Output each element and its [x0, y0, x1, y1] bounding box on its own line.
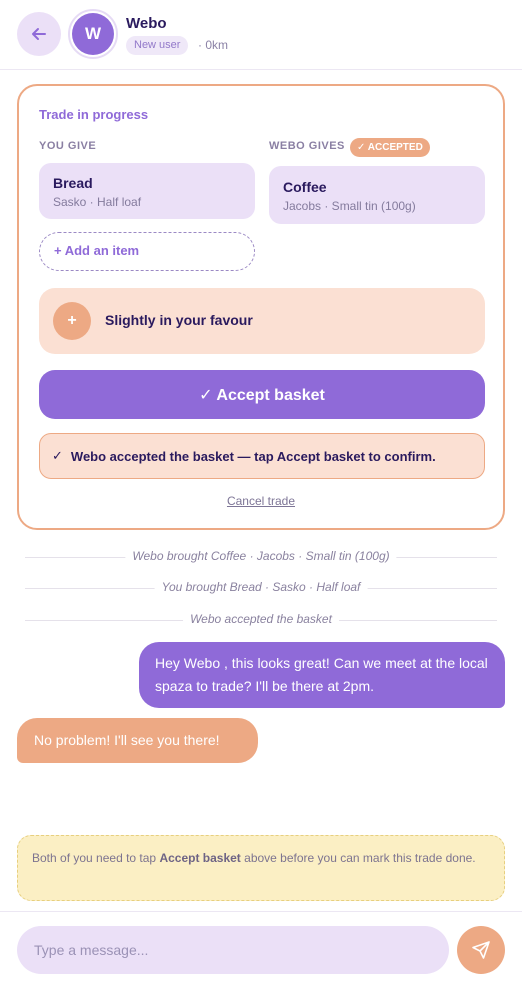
hint-text-end: above before you can mark this trade done.	[240, 851, 476, 865]
trade-card	[17, 84, 505, 530]
chat-header	[0, 0, 522, 70]
my-item-card[interactable]	[39, 163, 255, 219]
send-button[interactable]	[457, 926, 505, 974]
message-input[interactable]	[17, 926, 449, 974]
user-name: Webo	[126, 15, 167, 32]
their-item-card[interactable]	[269, 166, 485, 224]
hint-text: Both of you need to tap	[32, 851, 160, 865]
hint-emphasis: Accept basket	[159, 851, 241, 865]
notice-text: Webo accepted the basket — tap Accept basket to confirm.	[70, 448, 436, 464]
acceptance-notice	[39, 433, 485, 479]
avatar[interactable]	[68, 9, 118, 59]
add-item-button[interactable]: + Add an item	[39, 232, 255, 271]
incoming-message[interactable]: No problem! I'll see you there!	[17, 718, 258, 763]
confirmation-hint	[17, 835, 505, 901]
accept-basket-button[interactable]: ✓ Accept basket	[39, 370, 485, 419]
back-button[interactable]	[17, 12, 61, 56]
new-user-badge: New user	[126, 36, 188, 55]
trade-title: Trade in progress	[39, 107, 149, 122]
outgoing-message[interactable]: Hey Webo , this looks great! Can we meet at the local spaza to trade? I'll be there at 2pm.	[139, 642, 505, 708]
you-give-label: YOU GIVE	[39, 140, 97, 152]
their-item-detail: Jacobs · Small tin (100g)	[283, 199, 416, 213]
balance-text: Slightly in your favour	[105, 312, 253, 328]
user-distance: · 0km	[198, 38, 228, 52]
cancel-trade-link[interactable]: Cancel trade	[226, 494, 296, 508]
accepted-badge: ✓ ACCEPTED	[350, 138, 430, 157]
they-give-label: WEBO GIVES	[269, 140, 345, 152]
message-composer	[0, 911, 522, 984]
check-icon: ✓	[52, 448, 63, 463]
system-message-text: Webo accepted the basket	[183, 612, 339, 626]
trade-balance-indicator	[39, 288, 485, 354]
system-message-text: You brought Bread · Sasko · Half loaf	[155, 580, 368, 594]
their-item-name: Coffee	[283, 179, 327, 195]
my-item-name: Bread	[53, 175, 93, 191]
my-item-detail: Sasko · Half loaf	[53, 195, 142, 209]
plus-icon: +	[53, 302, 91, 340]
avatar-initial: W	[72, 13, 114, 55]
send-icon	[471, 940, 491, 960]
system-message	[25, 549, 497, 565]
system-message	[25, 612, 497, 628]
system-message-text: Webo brought Coffee · Jacobs · Small tin (100g)	[125, 549, 396, 563]
system-message	[25, 580, 497, 596]
arrow-left-icon	[30, 25, 48, 43]
